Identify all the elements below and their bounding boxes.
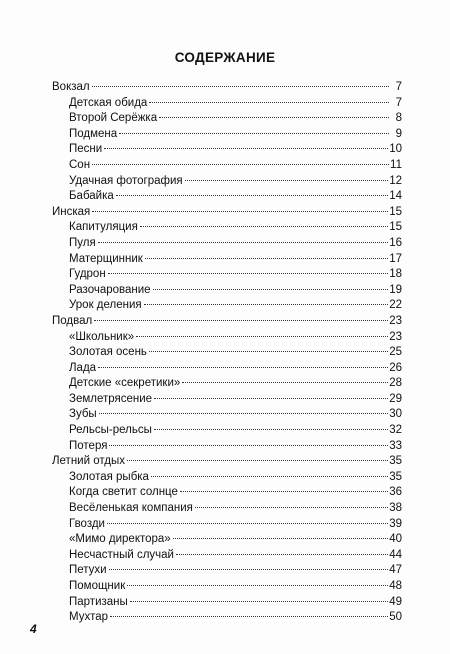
toc-chapter-entry: [52, 111, 402, 127]
dot-leader: [182, 382, 388, 383]
dot-leader: [119, 133, 389, 134]
toc-entry-title: Гудрон: [69, 268, 106, 281]
toc-chapter-entry: [52, 517, 402, 533]
dot-leader: [151, 476, 388, 477]
toc-entry-title: Второй Серёжка: [69, 112, 158, 125]
toc-chapter-entry: [52, 345, 402, 361]
toc-entry-title: Удачная фотография: [69, 174, 183, 187]
dot-leader: [154, 398, 388, 399]
toc-chapter-entry: [52, 330, 402, 346]
dot-leader: [149, 351, 388, 352]
page-number: 4: [30, 622, 37, 636]
toc-entry-page-number: 39: [389, 517, 402, 530]
toc-entry-title: Когда светит солнце: [69, 486, 178, 499]
toc-entry-page-number: 50: [389, 611, 402, 624]
toc-entry-title: Золотая осень: [69, 346, 147, 359]
toc-entry-title: Золотая рыбка: [69, 470, 149, 483]
toc-entry-title: Подмена: [69, 127, 118, 140]
toc-entry-page-number: 15: [389, 205, 402, 218]
toc-chapter-entry: [52, 501, 402, 517]
toc-entry-title: Капитуляция: [69, 221, 138, 234]
dot-leader: [92, 86, 389, 87]
toc-chapter-entry: [52, 423, 402, 439]
toc-chapter-entry: [52, 485, 402, 501]
toc-part-entry: [52, 205, 402, 221]
toc-entry-page-number: 38: [389, 502, 402, 515]
toc-entry-page-number: 23: [389, 314, 402, 327]
dot-leader: [145, 258, 388, 259]
dot-leader: [127, 460, 388, 461]
toc-chapter-entry: [52, 158, 402, 174]
toc-chapter-entry: [52, 96, 402, 112]
toc-entry-page-number: 35: [389, 470, 402, 483]
toc-entry-title: Инская: [52, 205, 91, 218]
toc-entry-title: Рельсы-рельсы: [69, 424, 152, 437]
toc-chapter-entry: [52, 252, 402, 268]
toc-chapter-entry: [52, 298, 402, 314]
toc-entry-page-number: 49: [389, 595, 402, 608]
toc-entry-page-number: 44: [389, 548, 402, 561]
toc-entry-title: Потеря: [69, 439, 108, 452]
dot-leader: [99, 413, 389, 414]
toc-entry-title: Петухи: [69, 564, 107, 577]
toc-entry-page-number: 17: [389, 252, 402, 265]
toc-entry-page-number: 7: [395, 81, 402, 93]
toc-chapter-entry: [52, 392, 402, 408]
toc-entry-title: Урок деления: [69, 299, 142, 312]
toc-entry-page-number: 9: [395, 127, 402, 140]
toc-entry-page-number: 7: [395, 96, 402, 109]
dot-leader: [109, 569, 389, 570]
dot-leader: [136, 336, 388, 337]
toc-chapter-entry: [52, 595, 402, 611]
toc-chapter-entry: [52, 361, 402, 377]
toc-chapter-entry: [52, 189, 402, 205]
dot-leader: [98, 367, 388, 368]
dot-leader: [140, 226, 388, 227]
dot-leader: [185, 180, 389, 181]
toc-chapter-entry: [52, 439, 402, 455]
toc-chapter-entry: [52, 548, 402, 564]
toc-entry-title: Весёленькая компания: [69, 502, 193, 515]
dot-leader: [98, 242, 389, 243]
toc-entry-title: Разочарование: [69, 283, 151, 296]
toc-entry-page-number: 28: [389, 377, 402, 390]
dot-leader: [144, 304, 389, 305]
dot-leader: [107, 523, 388, 524]
toc-entry-page-number: 32: [389, 424, 402, 437]
toc-entry-page-number: 14: [389, 190, 402, 203]
toc-entry-title: Подвал: [52, 314, 93, 327]
toc-chapter-entry: [52, 470, 402, 486]
toc-entry-title: Летний отдых: [52, 455, 125, 468]
toc-entry-page-number: 22: [389, 299, 402, 312]
toc-entry-title: Мухтар: [69, 611, 109, 624]
toc-chapter-entry: [52, 407, 402, 423]
dot-leader: [176, 554, 388, 555]
toc-chapter-entry: [52, 563, 402, 579]
toc-entry-page-number: 26: [389, 361, 402, 374]
toc-chapter-entry: [52, 610, 402, 626]
toc-entry-page-number: 48: [389, 580, 402, 592]
dot-leader: [173, 538, 389, 539]
dot-leader: [94, 320, 388, 321]
toc-entry-page-number: 8: [395, 112, 402, 125]
dot-leader: [116, 195, 388, 196]
dot-leader: [108, 273, 389, 274]
toc-entry-page-number: 19: [389, 283, 402, 296]
toc-entry-title: Бабайка: [69, 190, 114, 203]
toc-entry-page-number: 15: [389, 221, 402, 234]
dot-leader: [104, 148, 388, 149]
toc-entry-page-number: 36: [389, 486, 402, 499]
page-title: СОДЕРЖАНИЕ: [174, 50, 276, 65]
toc-part-entry: [52, 314, 402, 330]
dot-leader: [127, 585, 388, 586]
toc-entry-page-number: 33: [389, 439, 402, 452]
dot-leader: [92, 164, 389, 165]
dot-leader: [154, 429, 388, 430]
toc-entry-title: Матерщинник: [69, 252, 143, 265]
toc-chapter-entry: [52, 283, 402, 299]
toc-entry-page-number: 10: [389, 143, 402, 156]
toc-entry-title: Помощник: [69, 580, 126, 592]
toc-entry-title: Землетрясение: [69, 392, 153, 405]
toc-entry-title: Несчастный случай: [69, 548, 174, 561]
toc-entry-page-number: 35: [389, 455, 402, 468]
dot-leader: [180, 491, 388, 492]
toc-entry-title: Партизаны: [69, 595, 128, 608]
toc-entry-page-number: 25: [389, 346, 402, 359]
toc-entry-title: Зубы: [69, 408, 97, 421]
toc-chapter-entry: [52, 174, 402, 190]
toc-entry-title: Сон: [69, 158, 91, 171]
toc-chapter-entry: [52, 532, 402, 548]
toc-entry-page-number: 47: [389, 564, 402, 577]
dot-leader: [195, 507, 388, 508]
toc-entry-page-number: 18: [389, 268, 402, 281]
toc-chapter-entry: [52, 376, 402, 392]
toc-entry-page-number: 16: [389, 236, 402, 249]
dot-leader: [130, 601, 388, 602]
toc-entry-page-number: 11: [390, 158, 402, 171]
toc-entry-title: Лада: [69, 361, 97, 374]
toc-chapter-entry: [52, 127, 402, 143]
dot-leader: [92, 211, 388, 212]
toc-chapter-entry: [52, 236, 402, 252]
toc-entry-page-number: 40: [389, 533, 402, 546]
toc-entry-page-number: 23: [389, 330, 402, 343]
dot-leader: [109, 445, 388, 446]
dot-leader: [149, 102, 389, 103]
toc-entry-title: Вокзал: [52, 81, 90, 93]
toc-entry-title: Пуля: [69, 236, 96, 249]
toc-chapter-entry: [52, 220, 402, 236]
toc-entry-title: Детские «секретики»: [69, 377, 181, 390]
toc-entry-title: «Школьник»: [69, 330, 135, 343]
table-of-contents: [52, 80, 402, 626]
toc-entry-title: «Мимо директора»: [69, 533, 171, 546]
dot-leader: [153, 289, 389, 290]
toc-entry-page-number: 12: [389, 174, 402, 187]
toc-entry-title: Гвозди: [69, 517, 105, 530]
toc-chapter-entry: [52, 267, 402, 283]
toc-entry-title: Песни: [69, 143, 103, 156]
toc-part-entry: [52, 80, 402, 96]
dot-leader: [110, 616, 388, 617]
dot-leader: [159, 117, 389, 118]
toc-chapter-entry: [52, 579, 402, 595]
toc-entry-page-number: 30: [389, 408, 402, 421]
toc-entry-title: Детская обида: [69, 96, 148, 109]
toc-chapter-entry: [52, 142, 402, 158]
toc-part-entry: [52, 454, 402, 470]
toc-entry-page-number: 29: [389, 392, 402, 405]
